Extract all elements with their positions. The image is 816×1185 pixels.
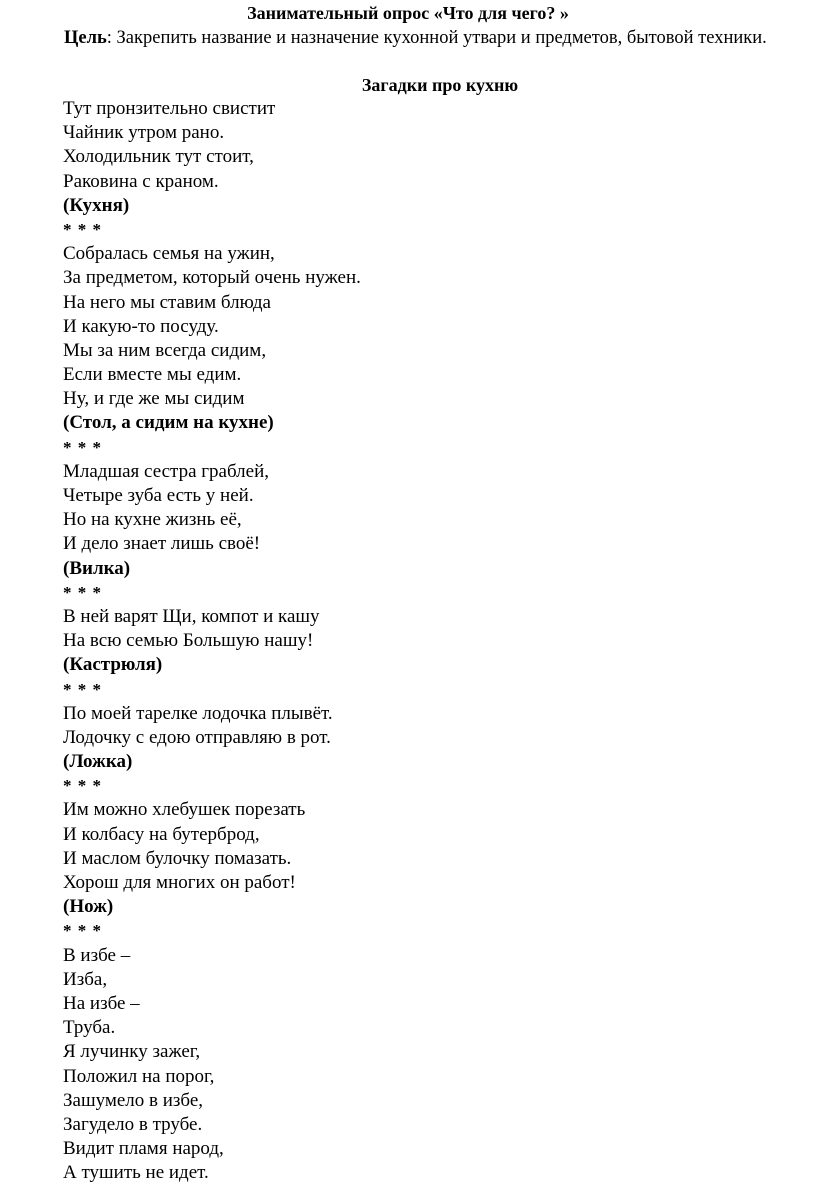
- riddle-answer: (Кастрюля): [63, 654, 163, 676]
- separator: * * *: [63, 776, 102, 796]
- riddle-line: И дело знает лишь своё!: [63, 533, 261, 555]
- riddle-line: Четыре зуба есть у ней.: [63, 485, 254, 506]
- riddle-line: Собралась семья на ужин,: [63, 243, 275, 265]
- riddle-line: Хорош для многих он работ!: [63, 872, 296, 893]
- separator: * * *: [63, 582, 102, 602]
- riddle-line: На всю семью Большую нашу!: [63, 630, 314, 652]
- riddle-line: По моей тарелке лодочка плывёт.: [63, 702, 333, 724]
- riddle-line: И какую-то посуду.: [63, 315, 219, 337]
- goal-label: Цель: [64, 28, 107, 48]
- riddle-line: В ней варят Щи, компот и кашу: [63, 605, 320, 627]
- riddle-line: В избе –: [63, 944, 131, 966]
- riddle-line: И маслом булочку помазать.: [63, 847, 292, 869]
- goal-paragraph: [0, 26, 816, 50]
- riddle-line: А тушить не идет.: [63, 1162, 209, 1184]
- riddle-line: Если вместе мы едим.: [63, 364, 242, 386]
- riddle-line: Видит пламя народ,: [63, 1138, 224, 1160]
- riddle-line: Чайник утром рано.: [63, 122, 225, 144]
- riddle-line: Труба.: [63, 1017, 116, 1039]
- riddle-line: Зашумело в избе,: [63, 1089, 204, 1111]
- riddle-answer: (Вилка): [63, 557, 131, 579]
- riddle-line: Младшая сестра граблей,: [63, 460, 270, 482]
- riddle-answer: (Стол, а сидим на кухне): [63, 412, 274, 434]
- riddle-list: [63, 97, 361, 1185]
- riddle-line: И колбасу на бутерброд,: [63, 823, 260, 845]
- riddle-line: За предметом, который очень нужен.: [63, 267, 361, 289]
- riddle-answer: (Ложка): [63, 751, 133, 773]
- riddle-line: Тут пронзительно свистит: [63, 98, 276, 119]
- document-title: Занимательный опрос «Что для чего? »: [247, 3, 569, 23]
- riddle-line: Им можно хлебушек порезать: [63, 799, 306, 821]
- riddle-line: Я лучинку зажег,: [63, 1041, 201, 1063]
- riddle-line: Ну, и где же мы сидим: [63, 388, 245, 410]
- riddle-line: Изба,: [63, 968, 108, 990]
- riddle-line: На него мы ставим блюда: [63, 291, 271, 313]
- riddle-line: Лодочку с едою отправляю в рот.: [63, 726, 331, 748]
- riddle-line: Загудело в трубе.: [63, 1113, 203, 1135]
- riddle-line: Холодильник тут стоит,: [63, 146, 254, 168]
- separator: * * *: [63, 921, 102, 941]
- separator: * * *: [63, 437, 102, 457]
- riddle-line: Мы за ним всегда сидим,: [63, 339, 267, 361]
- separator: * * *: [63, 219, 102, 239]
- section-title: Загадки про кухню: [361, 75, 519, 95]
- riddle-line: Раковина с краном.: [63, 170, 219, 192]
- riddle-line: Положил на порог,: [63, 1065, 215, 1087]
- goal-text: : Закрепить название и назначение кухонной утвари и предметов, бытовой техники.: [106, 28, 767, 48]
- riddle-line: На избе –: [63, 992, 140, 1014]
- riddle-line: Но на кухне жизнь её,: [63, 509, 242, 531]
- riddle-answer: (Кухня): [63, 194, 130, 216]
- separator: * * *: [63, 679, 102, 699]
- riddle-answer: (Нож): [63, 896, 114, 918]
